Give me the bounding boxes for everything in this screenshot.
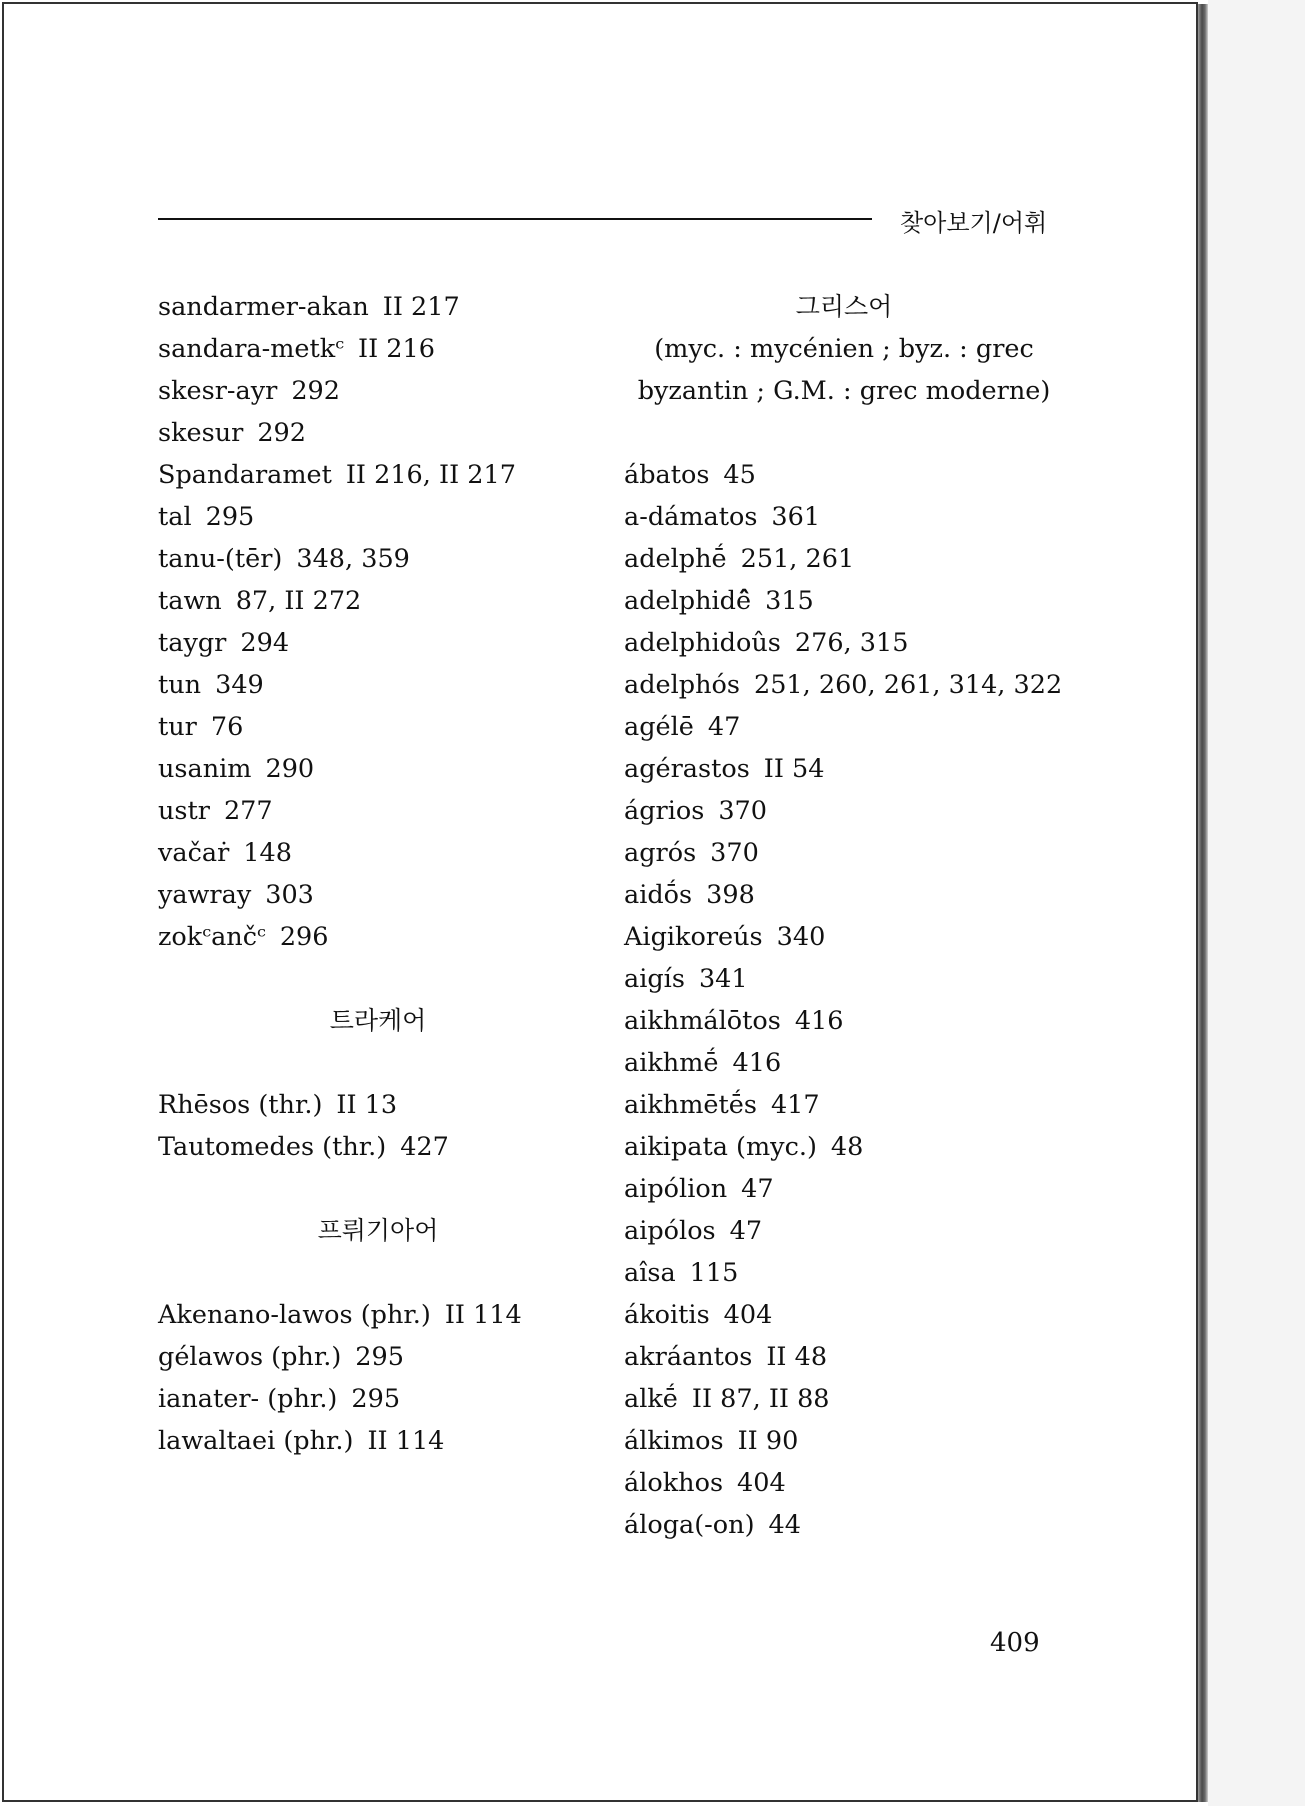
index-entry xyxy=(624,1042,1064,1084)
entry-ref: II 217 xyxy=(382,292,460,322)
entry-word: sandarmer-akan xyxy=(158,292,369,322)
index-entry xyxy=(158,874,598,916)
index-entry xyxy=(158,832,598,874)
index-entry xyxy=(158,370,598,412)
entry-word: skesur xyxy=(158,418,244,448)
entry-ref: 251, 260, 261, 314, 322 xyxy=(753,670,1063,700)
entry-word: Rhēsos (thr.) xyxy=(158,1090,323,1120)
entry-word: ágrios xyxy=(624,796,705,826)
entry-ref: 45 xyxy=(723,460,756,490)
entry-ref: 87, II 272 xyxy=(235,586,362,616)
entry-ref: 404 xyxy=(737,1468,786,1498)
entry-word: aîsa xyxy=(624,1258,676,1288)
entry-ref: 398 xyxy=(706,880,755,910)
right-column xyxy=(624,286,1064,1546)
entry-ref: 47 xyxy=(729,1216,763,1246)
index-entry xyxy=(624,790,1064,832)
index-entry xyxy=(624,832,1064,874)
entry-word: agrós xyxy=(624,838,697,868)
entry-ref: 303 xyxy=(265,880,314,910)
entry-word: aikhmálōtos xyxy=(624,1006,781,1036)
entry-word: adelphidoûs xyxy=(624,628,781,658)
entry-word: alkḗ xyxy=(624,1384,678,1414)
index-entry xyxy=(624,1294,1064,1336)
entry-word: áloga(-on) xyxy=(624,1510,755,1540)
entry-word: aikhmḗ xyxy=(624,1048,719,1078)
page-number: 409 xyxy=(990,1628,1040,1658)
entry-ref: 341 xyxy=(698,964,748,994)
entry-ref: 251, 261 xyxy=(740,544,855,574)
index-entry xyxy=(624,916,1064,958)
entry-word: tur xyxy=(158,712,197,742)
index-entry xyxy=(624,1168,1064,1210)
entry-ref: 115 xyxy=(689,1258,739,1288)
index-entry xyxy=(624,1084,1064,1126)
entry-ref: 404 xyxy=(723,1300,773,1330)
entry-ref: 315 xyxy=(765,586,814,616)
spacer xyxy=(158,1252,598,1294)
entry-word: álkimos xyxy=(624,1426,724,1456)
entry-ref: 292 xyxy=(257,418,306,448)
thracian-entry-list xyxy=(158,1084,598,1168)
entry-ref: 427 xyxy=(400,1132,449,1162)
index-entry xyxy=(624,1420,1064,1462)
entry-word: ákoitis xyxy=(624,1300,710,1330)
entry-word: aipólion xyxy=(624,1174,728,1204)
entry-ref: 295 xyxy=(355,1342,404,1372)
entry-word: adelphidê̂ xyxy=(624,586,752,616)
index-entry xyxy=(624,1252,1064,1294)
armenian-entry-list xyxy=(158,286,598,958)
index-entry xyxy=(624,958,1064,1000)
spacer xyxy=(624,412,1064,454)
entry-ref: 416 xyxy=(794,1006,844,1036)
spacer xyxy=(158,958,598,1000)
entry-word: akráantos xyxy=(624,1342,753,1372)
greek-entry-list xyxy=(624,454,1064,1546)
entry-word: sandara-metkᶜ xyxy=(158,334,345,364)
index-entry xyxy=(624,706,1064,748)
entry-word: aidṓs xyxy=(624,880,693,910)
page-background xyxy=(1208,0,1305,1806)
entry-word: ianater- (phr.) xyxy=(158,1384,338,1414)
entry-word: Spandaramet xyxy=(158,460,332,490)
entry-word: Aigikoreús xyxy=(624,922,763,952)
index-entry xyxy=(158,1294,598,1336)
entry-ref: II 13 xyxy=(336,1090,398,1120)
entry-word: adelphḗ xyxy=(624,544,727,574)
entry-word: yawray xyxy=(158,880,252,910)
page-edge xyxy=(1198,4,1208,1802)
entry-ref: 148 xyxy=(243,838,292,868)
entry-word: tun xyxy=(158,670,202,700)
left-column xyxy=(158,286,598,1462)
entry-ref: 47 xyxy=(741,1174,774,1204)
index-entry xyxy=(624,454,1064,496)
entry-ref: 296 xyxy=(279,922,329,952)
index-entry xyxy=(624,664,1064,706)
entry-word: tawn xyxy=(158,586,222,616)
index-entry xyxy=(158,1420,598,1462)
entry-word: adelphós xyxy=(624,670,740,700)
entry-ref: 295 xyxy=(351,1384,401,1414)
index-entry xyxy=(158,1084,598,1126)
index-entry xyxy=(624,622,1064,664)
entry-word: ábatos xyxy=(624,460,710,490)
entry-word: tanu-(tēr) xyxy=(158,544,283,574)
entry-word: vačaṙ xyxy=(158,838,230,868)
entry-word: skesr-ayr xyxy=(158,376,278,406)
entry-word: lawaltaei (phr.) xyxy=(158,1426,354,1456)
index-entry xyxy=(158,538,598,580)
entry-ref: II 114 xyxy=(367,1426,445,1456)
entry-word: aipólos xyxy=(624,1216,716,1246)
entry-ref: II 54 xyxy=(763,754,825,784)
section-heading-greek: 그리스어 xyxy=(795,292,893,321)
index-entry xyxy=(158,328,598,370)
entry-word: gélawos (phr.) xyxy=(158,1342,342,1372)
index-entry xyxy=(158,580,598,622)
abbreviation-note-line: byzantin ; G.M. : grec moderne) xyxy=(637,376,1051,406)
index-entry xyxy=(624,1000,1064,1042)
index-entry xyxy=(624,1504,1064,1546)
entry-word: tal xyxy=(158,502,192,532)
entry-word: usanim xyxy=(158,754,252,784)
entry-word: Tautomedes (thr.) xyxy=(158,1132,387,1162)
entry-word: Akenano-lawos (phr.) xyxy=(158,1300,431,1330)
entry-word: álokhos xyxy=(624,1468,724,1498)
phrygian-entry-list xyxy=(158,1294,598,1462)
abbreviation-note-line: (myc. : mycénien ; byz. : grec xyxy=(654,334,1034,364)
index-entry xyxy=(158,412,598,454)
entry-ref: 76 xyxy=(210,712,244,742)
entry-ref: II 216, II 217 xyxy=(345,460,516,490)
entry-word: aigís xyxy=(624,964,685,994)
entry-word: taygr xyxy=(158,628,227,658)
entry-word: aikhmētḗs xyxy=(624,1090,757,1120)
entry-word: ustr xyxy=(158,796,210,826)
entry-ref: 277 xyxy=(223,796,273,826)
index-entry xyxy=(624,496,1064,538)
entry-word: zokᶜančᶜ xyxy=(158,922,266,952)
entry-ref: 47 xyxy=(707,712,741,742)
index-entry xyxy=(624,1378,1064,1420)
entry-ref: 348, 359 xyxy=(296,544,410,574)
running-head: 찾아보기/어휘 xyxy=(900,209,1048,237)
entry-word: a-dámatos xyxy=(624,502,758,532)
entry-ref: II 87, II 88 xyxy=(691,1384,830,1414)
entry-ref: II 114 xyxy=(444,1300,522,1330)
entry-ref: 295 xyxy=(205,502,255,532)
index-entry xyxy=(624,538,1064,580)
spacer xyxy=(158,1168,598,1210)
entry-ref: 294 xyxy=(240,628,290,658)
section-heading-phrygian: 프뤼기아어 xyxy=(317,1216,439,1245)
index-entry xyxy=(624,874,1064,916)
section-heading-thracian: 트라케어 xyxy=(329,1006,427,1035)
entry-ref: 416 xyxy=(732,1048,782,1078)
index-entry xyxy=(624,580,1064,622)
spacer xyxy=(158,1042,598,1084)
index-entry xyxy=(158,286,598,328)
index-entry xyxy=(158,454,598,496)
entry-ref: 349 xyxy=(215,670,264,700)
header-rule xyxy=(158,218,872,220)
index-entry xyxy=(624,1462,1064,1504)
entry-word: aikipata (myc.) xyxy=(624,1132,817,1162)
index-entry xyxy=(158,790,598,832)
entry-ref: 370 xyxy=(718,796,767,826)
entry-word: agélē xyxy=(624,712,694,742)
index-entry xyxy=(158,706,598,748)
index-entry xyxy=(624,1336,1064,1378)
entry-ref: II 48 xyxy=(766,1342,828,1372)
index-entry xyxy=(158,1378,598,1420)
index-entry xyxy=(158,748,598,790)
entry-ref: 290 xyxy=(265,754,315,784)
index-entry xyxy=(158,1336,598,1378)
index-entry xyxy=(624,748,1064,790)
index-entry xyxy=(158,496,598,538)
index-entry xyxy=(158,622,598,664)
entry-ref: 292 xyxy=(291,376,340,406)
index-entry xyxy=(158,664,598,706)
entry-ref: 48 xyxy=(830,1132,864,1162)
index-entry xyxy=(624,1126,1064,1168)
entry-ref: II 216 xyxy=(358,334,435,364)
entry-ref: 44 xyxy=(768,1510,801,1540)
entry-ref: 276, 315 xyxy=(794,628,909,658)
entry-word: agérastos xyxy=(624,754,750,784)
index-entry xyxy=(624,1210,1064,1252)
entry-ref: 370 xyxy=(710,838,759,868)
entry-ref: II 90 xyxy=(737,1426,799,1456)
index-entry xyxy=(158,1126,598,1168)
entry-ref: 417 xyxy=(770,1090,820,1120)
entry-ref: 340 xyxy=(776,922,826,952)
index-entry xyxy=(158,916,598,958)
entry-ref: 361 xyxy=(771,502,821,532)
